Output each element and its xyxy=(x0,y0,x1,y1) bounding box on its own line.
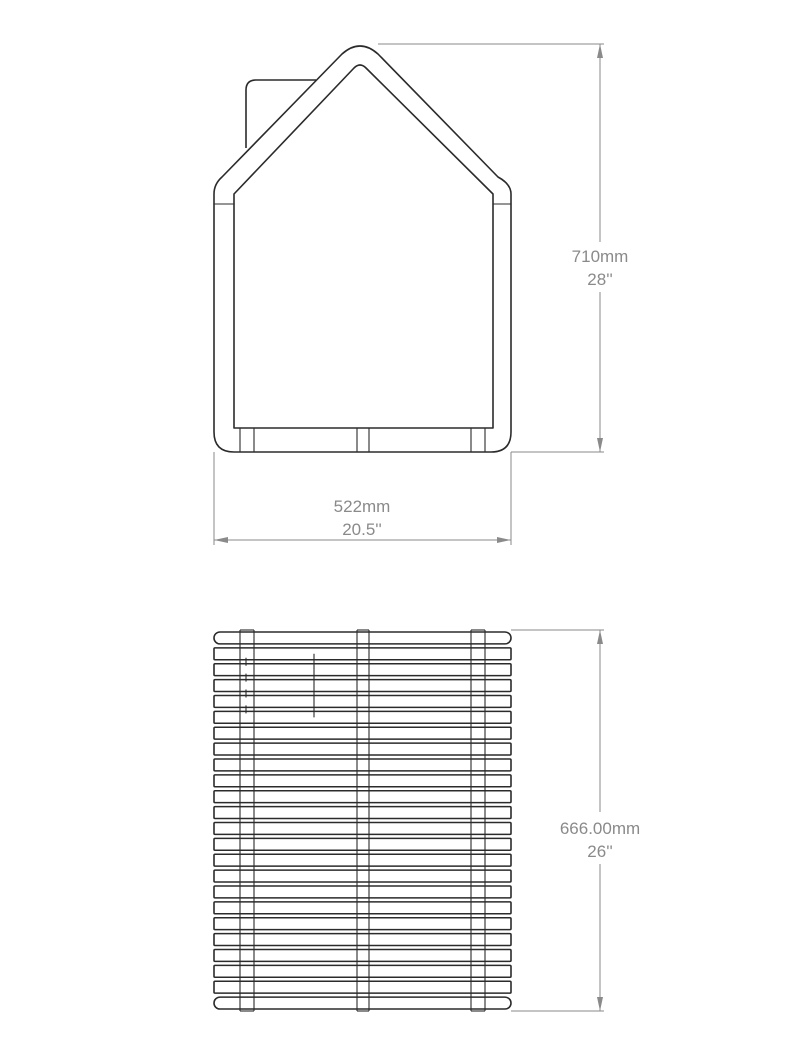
height-dimension xyxy=(378,44,640,452)
house-inner-outline xyxy=(234,65,493,428)
slat xyxy=(214,965,511,977)
slat xyxy=(214,918,511,930)
height-metric-label: 710mm xyxy=(571,247,629,266)
width-imperial-label: 20.5'' xyxy=(342,520,382,539)
slat xyxy=(214,775,511,787)
slat xyxy=(214,727,511,739)
back-panel xyxy=(246,80,316,148)
width-dimension xyxy=(214,452,511,545)
front-view xyxy=(214,46,511,452)
slat xyxy=(214,759,511,771)
slat xyxy=(214,696,511,708)
depth-metric-label: 666.00mm xyxy=(559,819,641,838)
slat xyxy=(214,743,511,755)
slat xyxy=(214,934,511,946)
slat xyxy=(214,807,511,819)
height-imperial-label: 28'' xyxy=(587,270,613,289)
depth-imperial-label: 26'' xyxy=(587,842,613,861)
depth-dimension xyxy=(511,630,652,1011)
slat xyxy=(214,902,511,914)
slat xyxy=(214,854,511,866)
slat xyxy=(214,632,511,644)
slat xyxy=(214,886,511,898)
slat xyxy=(214,870,511,882)
slat xyxy=(214,838,511,850)
slat xyxy=(214,950,511,962)
slat xyxy=(214,791,511,803)
slat xyxy=(214,823,511,835)
top-view xyxy=(214,630,511,1011)
house-outer-outline xyxy=(214,46,511,452)
slat xyxy=(214,680,511,692)
slat xyxy=(214,997,511,1009)
slat xyxy=(214,981,511,993)
width-metric-label: 522mm xyxy=(333,497,391,516)
floor-legs xyxy=(240,428,485,452)
slat xyxy=(214,664,511,676)
slat xyxy=(214,711,511,723)
slat xyxy=(214,648,511,660)
